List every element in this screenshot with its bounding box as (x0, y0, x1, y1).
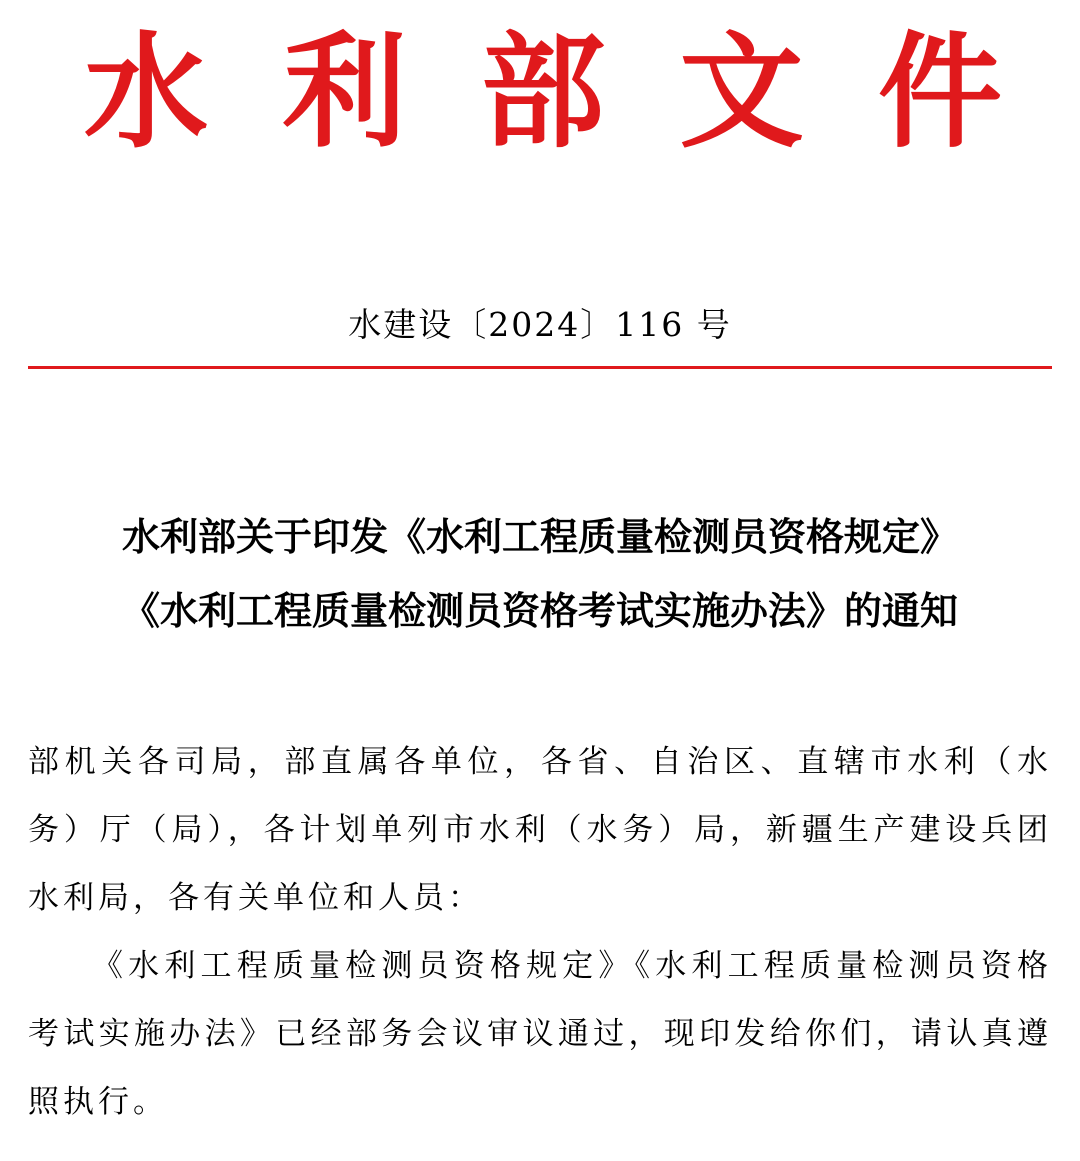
document-title (28, 500, 1052, 648)
document-body (28, 728, 1052, 1136)
document-number: 水建设〔2024〕116 号 (348, 305, 732, 344)
title-line-2: 《水利工程质量检测员资格考试实施办法》的通知 (121, 589, 958, 633)
document-header (0, 18, 1080, 168)
addressee-paragraph: 部机关各司局，部直属各单位，各省、自治区、直辖市水利（水务）厅（局），各计划单列市水利（水务）局，新疆生产建设兵团水利局，各有关单位和人员： (28, 744, 1052, 916)
header-char-5: 件 (877, 20, 1002, 165)
title-line-1: 水利部关于印发《水利工程质量检测员资格规定》 (121, 515, 958, 559)
body-paragraph-1: 《水利工程质量检测员资格规定》《水利工程质量检测员资格考试实施办法》已经部务会议审议通过，现印发给你们，请认真遵照执行。 (28, 948, 1052, 1120)
header-char-1: 水 (84, 20, 209, 165)
header-divider (28, 366, 1052, 369)
header-char-2: 利 (282, 20, 407, 165)
header-char-3: 部 (480, 20, 605, 165)
header-char-4: 文 (679, 20, 804, 165)
